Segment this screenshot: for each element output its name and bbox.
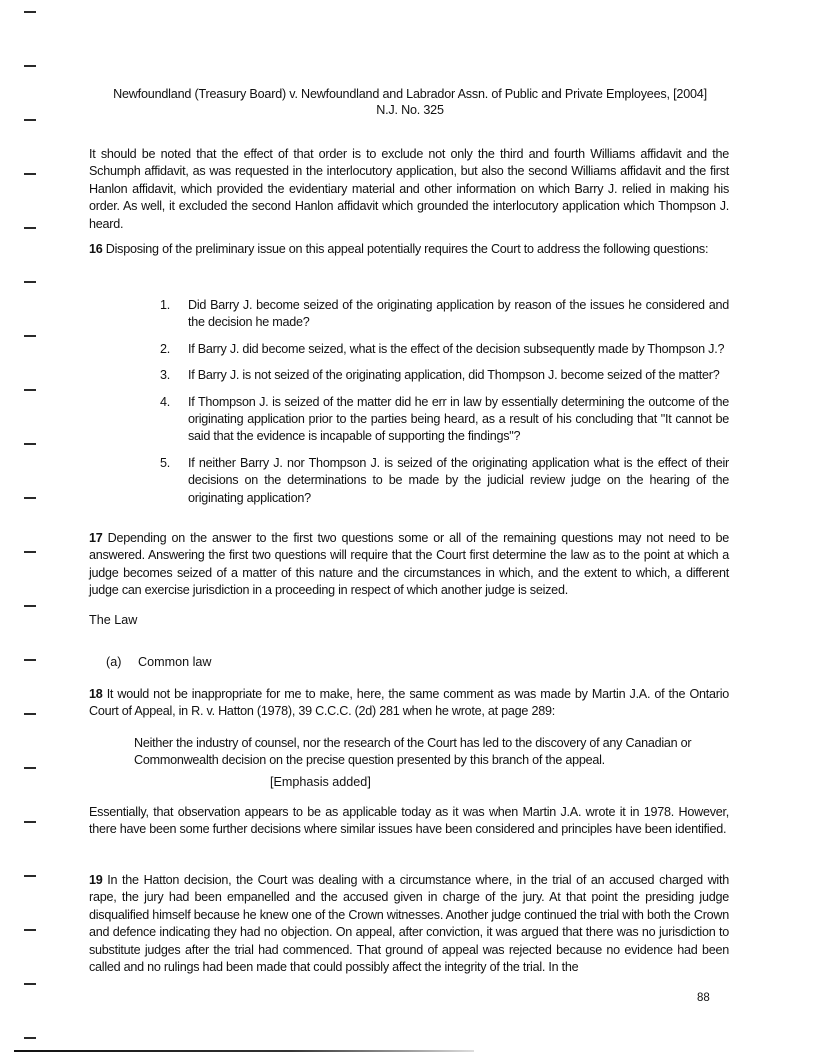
margin-mark — [24, 11, 36, 13]
list-number: 3. — [160, 368, 171, 383]
list-number: 1. — [160, 298, 171, 312]
margin-mark — [24, 659, 36, 661]
list-number: 4. — [160, 394, 171, 409]
list-text: If Barry J. did become seized, what is the effect of the decision subsequently made by Thompson J.? — [188, 341, 725, 356]
paragraph-19 — [89, 872, 729, 976]
margin-mark — [24, 497, 36, 499]
paragraph-number: 18 — [89, 687, 103, 701]
paragraph-text: In the Hatton decision, the Court was dealing with a circumstance where, in the trial of an accused charged with rape, the jury had been empanelled and the accused given in charge of the jury. At that point the presiding judge disqualified himself because he knew one of the Crown witnesses. Another judge continued the trial with both the Crown and defence indicating they had no objection. On appeal, after conviction, it was argued that there was no jurisdiction to substitute judges after the trial had commenced. That ground of appeal was rejected because no evidence had been called and no rulings had been made that could possibly affect the integrity of the trial. In the — [89, 873, 729, 975]
margin-mark — [24, 605, 36, 607]
case-citation-header — [90, 86, 730, 118]
subsection-title: Common law — [138, 655, 212, 669]
intro-paragraph: It should be noted that the effect of that order is to exclude not only the third and fourth Williams affidavit and the Schumph affidavit, as was requested in the interlocutory application, but also the second Williams affidavit and the first Hanlon affidavit, which provided the evidentiary material and other information on which Barry J. relied in making his order. As well, it excluded the second Hanlon affidavit which grounded the interlocutory application which Thompson J. heard. — [89, 147, 729, 231]
list-text: If Barry J. is not seized of the originating application, did Thompson J. become seized of the matter? — [188, 368, 720, 383]
margin-mark — [24, 551, 36, 553]
list-text: If neither Barry J. nor Thompson J. is seized of the originating application what is the effect of their decisions on the determinations to be made by the judicial review judge on the hearing of the originating application? — [188, 455, 729, 505]
margin-mark — [24, 929, 36, 931]
questions-list — [160, 297, 729, 516]
bottom-rule — [14, 1050, 474, 1052]
case-title: Newfoundland (Treasury Board) v. Newfoundland and Labrador Assn. of Public and Private Employees, [2004] — [113, 87, 707, 101]
margin-mark — [24, 875, 36, 877]
margin-mark — [24, 443, 36, 445]
paragraph-text: It would not be inappropriate for me to make, here, the same comment as was made by Martin J.A. of the Ontario Court of Appeal, in R. v. Hatton (1978), 39 C.C.C. (2d) 281 when he wrote, at page 289: — [89, 687, 729, 719]
paragraph-16 — [89, 241, 729, 258]
list-item — [160, 394, 729, 446]
list-number: 5. — [160, 455, 171, 470]
subsection-heading — [106, 654, 211, 670]
paragraph-17 — [89, 530, 729, 600]
margin-mark — [24, 983, 36, 985]
margin-mark — [24, 767, 36, 769]
subsection-label: (a) — [106, 655, 122, 669]
paragraph-18 — [89, 686, 729, 721]
margin-mark — [24, 821, 36, 823]
paragraph-text: Disposing of the preliminary issue on this appeal potentially requires the Court to address the following questions: — [105, 242, 709, 256]
paragraph-number: 17 — [89, 531, 103, 545]
margin-mark — [24, 227, 36, 229]
block-quote: Neither the industry of counsel, nor the research of the Court has led to the discovery of any Canadian or Commonwealth decision on the precise question presented by this branch of the appeal. — [134, 736, 692, 768]
list-item — [160, 367, 729, 384]
margin-mark — [24, 65, 36, 67]
list-item — [160, 455, 729, 507]
case-citation: N.J. No. 325 — [376, 103, 444, 117]
list-text: Did Barry J. become seized of the originating application by reason of the issues he considered and the decision he made? — [188, 298, 729, 330]
paragraph-number: 16 — [89, 242, 103, 256]
list-item — [160, 341, 729, 358]
emphasis-note: [Emphasis added] — [270, 775, 371, 789]
essentially-paragraph: Essentially, that observation appears to be as applicable today as it was when Martin J.A. wrote it in 1978. However, there have been some further decisions where similar issues have been considered and principles have been identified. — [89, 805, 729, 837]
margin-mark — [24, 335, 36, 337]
page-number: 88 — [697, 992, 710, 1004]
margin-mark — [24, 173, 36, 175]
paragraph-number: 19 — [89, 873, 103, 887]
margin-mark — [24, 389, 36, 391]
list-number: 2. — [160, 341, 171, 356]
section-heading: The Law — [89, 613, 138, 627]
paragraph-text: Depending on the answer to the first two questions some or all of the remaining questions may not need to be answered. Answering the first two questions will require that the Court first determine the law as to the point at which a judge becomes seized of a matter of this nature and the circumstances in which, and the extent to which, a different judge can exercise jurisdiction in a proceeding in respect of which another judge is seized. — [89, 531, 730, 598]
list-text: If Thompson J. is seized of the matter did he err in law by essentially determining the outcome of the originating application prior to the parties being heard, as a result of his concluding that "It cannot be said that the evidence is incapable of supporting the findings"? — [188, 394, 729, 444]
margin-mark — [24, 281, 36, 283]
margin-mark — [24, 1037, 36, 1039]
margin-mark — [24, 713, 36, 715]
margin-mark — [24, 119, 36, 121]
list-item — [160, 297, 729, 332]
